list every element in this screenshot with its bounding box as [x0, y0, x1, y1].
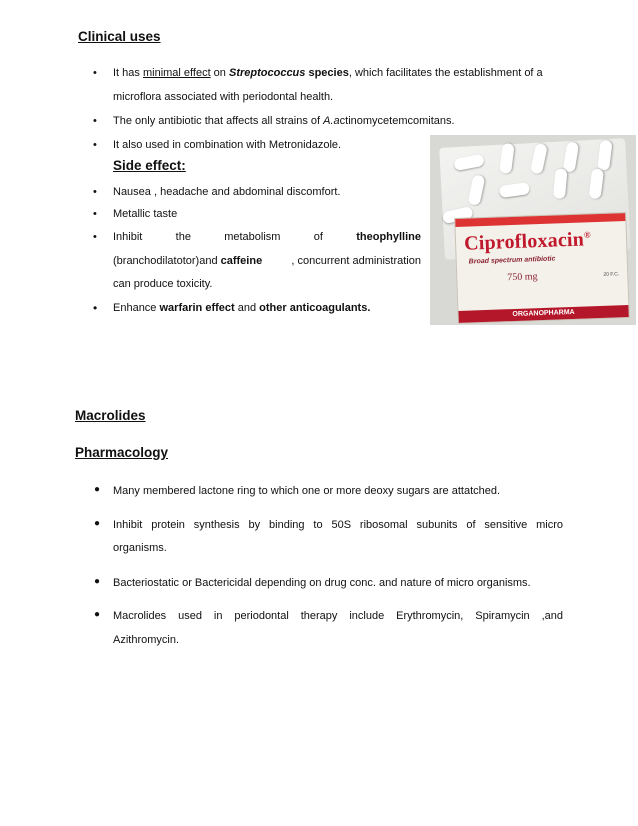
clinical-item-3: It also used in combination with Metronidazole. — [113, 139, 342, 151]
brand-text: Ciprofloxacin — [463, 228, 585, 255]
bullet: • — [93, 139, 97, 151]
pill — [467, 174, 485, 206]
word: Inhibit — [113, 231, 143, 243]
ciprofloxacin-photo — [430, 135, 636, 325]
side-effect-item-4 — [113, 302, 370, 314]
text: (branchodilatotor)and — [113, 255, 221, 267]
side-effect-item-3 — [113, 231, 421, 243]
pill — [589, 168, 605, 199]
macrolides-item-2: Inhibit protein synthesis by binding to 50S ribosomal subunits of sensitive micro — [113, 519, 563, 531]
bullet: • — [93, 208, 97, 220]
brand-name — [464, 228, 592, 255]
pill — [553, 168, 568, 199]
bullet: • — [93, 186, 97, 198]
bold-text: . — [367, 302, 371, 314]
macrolides-item-3: Bacteriostatic or Bactericidal depending on drug conc. and nature of micro organisms. — [113, 577, 531, 589]
clinical-item-1-line2: microflora associated with periodontal health. — [113, 91, 334, 103]
clinical-item-1 — [113, 67, 573, 79]
box-dose: 750 mg — [507, 271, 538, 284]
macrolides-item-4: Macrolides used in periodontal therapy include Erythromycin, Spiramycin ,and — [113, 610, 563, 622]
text: , concurrent administration — [291, 255, 421, 267]
medicine-box — [454, 212, 630, 324]
bullet: ● — [94, 609, 101, 620]
side-effect-item-2: Metallic taste — [113, 208, 178, 220]
registered-mark: ® — [583, 229, 591, 240]
bullet: • — [93, 67, 97, 79]
pill — [563, 141, 580, 173]
pill — [597, 140, 613, 171]
text: . — [451, 115, 455, 127]
bullet: ● — [94, 484, 101, 495]
macrolides-item-1: Many membered lactone ring to which one or more deoxy sugars are attatched. — [113, 485, 501, 497]
clinical-item-2 — [113, 115, 455, 127]
pill — [499, 143, 515, 174]
pill — [499, 182, 530, 198]
text: It has — [113, 67, 143, 79]
macrolides-heading: Macrolides — [75, 408, 146, 423]
text: ctinomycetemcomitans — [339, 115, 452, 127]
bullet: ● — [94, 518, 101, 529]
bold-text: species — [308, 67, 349, 79]
bullet: • — [93, 115, 97, 127]
bullet: ● — [94, 576, 101, 587]
bold-text: caffeine — [220, 255, 263, 267]
side-effect-item-1: Nausea , headache and abdominal discomfort. — [113, 186, 341, 198]
clinical-uses-heading: Clinical uses — [78, 29, 161, 44]
word: of — [313, 231, 323, 243]
text: , which facilitates the establishment of a — [348, 67, 543, 79]
bold-italic-text: Streptococcus — [228, 67, 306, 79]
italic-text: A.a — [323, 115, 340, 127]
text: on — [210, 67, 229, 79]
side-effect-heading: Side effect: — [113, 158, 186, 173]
pill — [453, 154, 485, 172]
bullet: • — [93, 231, 97, 243]
text: Enhance — [113, 302, 160, 314]
word: metabolism — [224, 231, 281, 243]
bold-text: other anticoagulants — [259, 302, 368, 314]
pill — [530, 143, 548, 175]
macrolides-item-2-line2: organisms. — [113, 542, 167, 554]
word: the — [175, 231, 191, 243]
box-maker: ORGANOPHARMA — [458, 305, 628, 323]
text: The only antibiotic that affects all strains of — [113, 115, 324, 127]
underlined-text: minimal effect — [142, 67, 211, 79]
side-effect-item-3-line2 — [113, 255, 421, 267]
side-effect-item-3-line3: can produce toxicity. — [113, 278, 213, 290]
bold-text: warfarin effect — [159, 302, 235, 314]
bold-word: theophylline — [356, 231, 421, 243]
macrolides-item-4-line2: Azithromycin. — [113, 634, 180, 646]
bullet: • — [93, 301, 98, 315]
box-pack-count: 20 F.C. — [603, 271, 620, 278]
pharmacology-heading: Pharmacology — [75, 445, 169, 460]
text: and — [234, 302, 260, 314]
box-subtitle: Broad spectrum antibiotic — [468, 255, 556, 266]
